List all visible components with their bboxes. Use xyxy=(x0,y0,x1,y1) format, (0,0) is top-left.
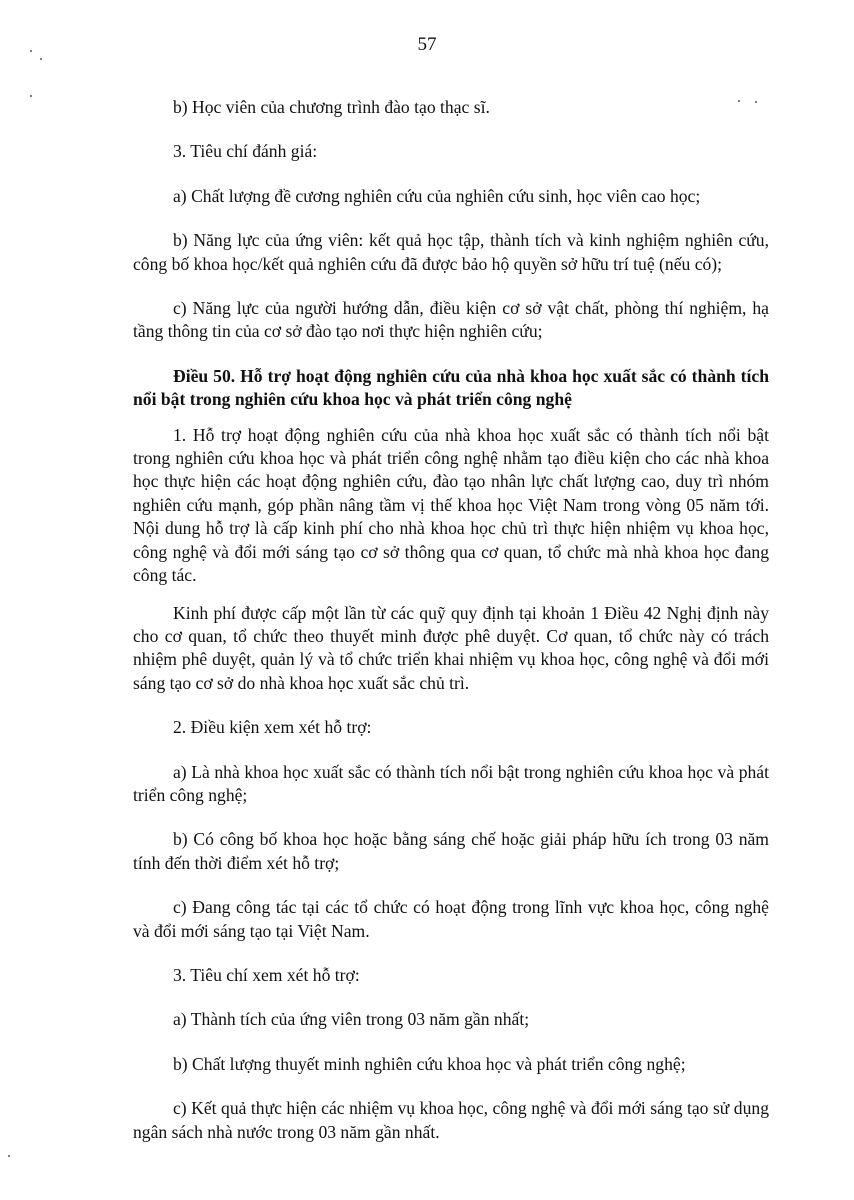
document-body xyxy=(133,96,769,1165)
scan-speck xyxy=(30,95,32,97)
paragraph: 2. Điều kiện xem xét hỗ trợ: xyxy=(173,717,372,738)
paragraph: b) Chất lượng thuyết minh nghiên cứu khoa học và phát triển công nghệ; xyxy=(173,1053,686,1074)
paragraph: b) Năng lực của ứng viên: kết quả học tập, thành tích và kinh nghiệm nghiên cứu, công bố khoa học/kết quả nghiên cứu đã được bảo hộ quyền sở hữu trí tuệ (nếu có); xyxy=(133,230,769,274)
article-heading: Điều 50. Hỗ trợ hoạt động nghiên cứu của nhà khoa học xuất sắc có thành tích nổi bật trong nghiên cứu khoa học và phát triển công nghệ xyxy=(133,365,769,410)
page-number: 57 xyxy=(417,34,437,55)
paragraph: b) Có công bố khoa học hoặc bằng sáng chế hoặc giải pháp hữu ích trong 03 năm tính đến thời điểm xét hỗ trợ; xyxy=(133,829,769,873)
scan-speck xyxy=(8,1155,10,1157)
paragraph: 1. Hỗ trợ hoạt động nghiên cứu của nhà khoa học xuất sắc có thành tích nổi bật trong nghiên cứu khoa học và phát triển công nghệ nhằm tạo điều kiện cho các nhà khoa học thực hiện các hoạt động nghiên cứu, đào tạo nhân lực chất lượng cao, duy trì nhóm nghiên cứu mạnh, góp phần nâng tầm vị thế khoa học Việt Nam trong vòng 05 năm tới. Nội dung hỗ trợ là cấp kinh phí cho nhà khoa học chủ trì thực hiện nhiệm vụ khoa học, công nghệ và đổi mới sáng tạo cơ sở thông qua cơ quan, tổ chức mà nhà khoa học đang công tác. xyxy=(133,424,769,586)
paragraph: c) Năng lực của người hướng dẫn, điều kiện cơ sở vật chất, phòng thí nghiệm, hạ tầng thông tin của cơ sở đào tạo nơi thực hiện nghiên cứu; xyxy=(133,298,769,342)
paragraph: a) Là nhà khoa học xuất sắc có thành tích nổi bật trong nghiên cứu khoa học và phát triển công nghệ; xyxy=(133,761,769,805)
scan-speck xyxy=(755,101,757,103)
scan-speck xyxy=(738,100,740,102)
scan-speck xyxy=(40,58,42,60)
paragraph: c) Kết quả thực hiện các nhiệm vụ khoa học, công nghệ và đổi mới sáng tạo sử dụng ngân sách nhà nước trong 03 năm gần nhất. xyxy=(133,1098,769,1142)
paragraph: c) Đang công tác tại các tổ chức có hoạt động trong lĩnh vực khoa học, công nghệ và đổi mới sáng tạo tại Việt Nam. xyxy=(133,897,769,941)
paragraph: a) Chất lượng đề cương nghiên cứu của nghiên cứu sinh, học viên cao học; xyxy=(173,185,701,206)
paragraph: 3. Tiêu chí đánh giá: xyxy=(173,141,318,162)
scan-speck xyxy=(30,50,32,52)
paragraph: Kinh phí được cấp một lần từ các quỹ quy định tại khoản 1 Điều 42 Nghị định này cho cơ quan, tổ chức theo thuyết minh được phê duyệt. Cơ quan, tổ chức này có trách nhiệm phê duyệt, quản lý và tổ chức triển khai nhiệm vụ khoa học, công nghệ và đổi mới sáng tạo cơ sở do nhà khoa học xuất sắc chủ trì. xyxy=(133,602,769,693)
paragraph: b) Học viên của chương trình đào tạo thạc sĩ. xyxy=(173,97,490,117)
paragraph: a) Thành tích của ứng viên trong 03 năm gần nhất; xyxy=(173,1009,530,1030)
paragraph: 3. Tiêu chí xem xét hỗ trợ: xyxy=(173,964,360,985)
